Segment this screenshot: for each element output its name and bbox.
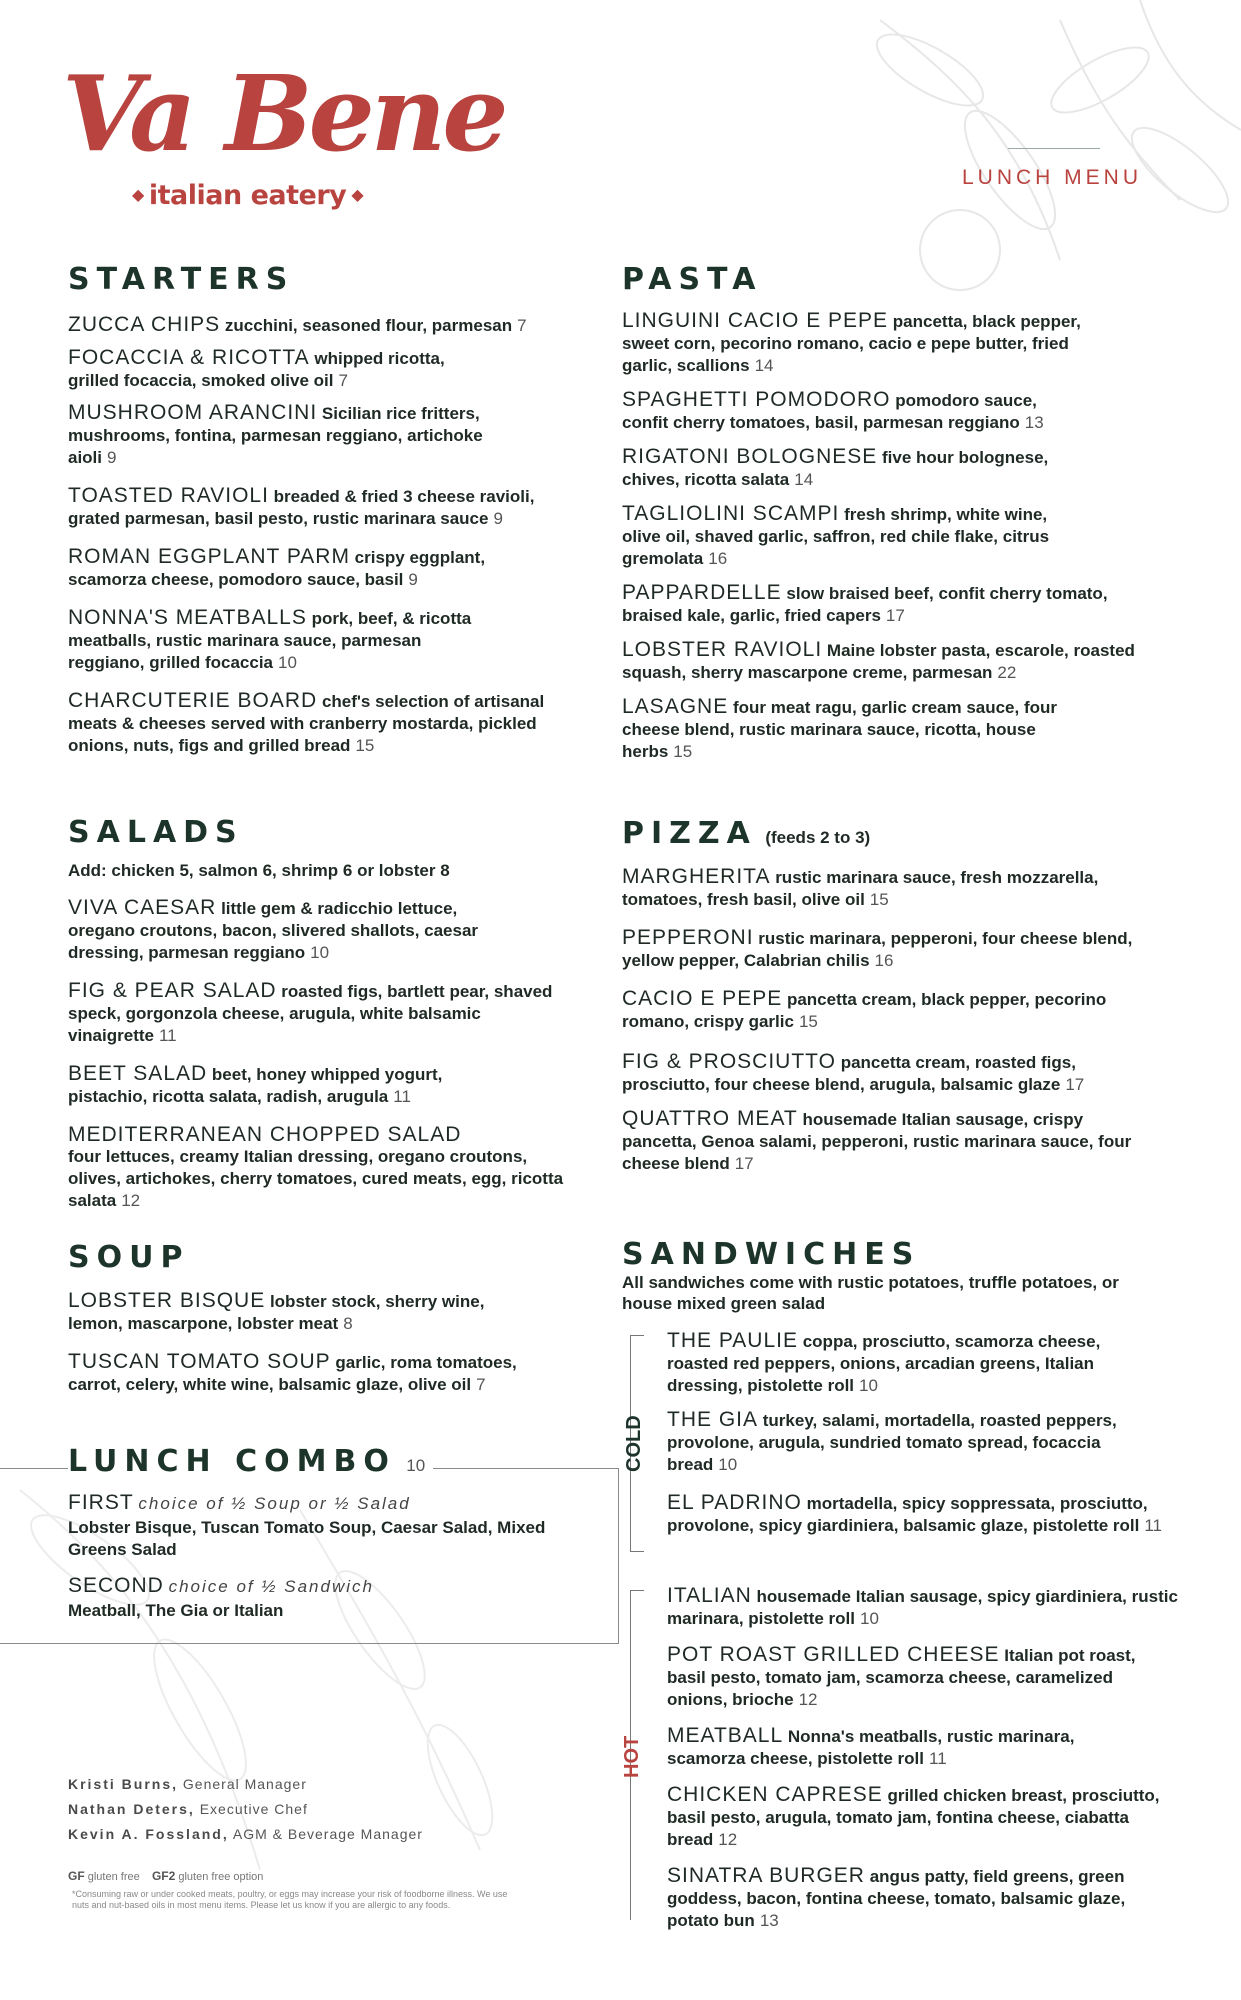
logo <box>62 52 505 222</box>
menu-item: MEDITERRANEAN CHOPPED SALAD four lettuces, creamy Italian dressing, oregano croutons, olives, artichokes, cherry tomatoes, cured meats, egg, ricotta salata 12 <box>68 1123 564 1210</box>
pasta-list <box>622 310 1182 763</box>
bracket-tick <box>630 1590 644 1591</box>
section-title-pizza: PIZZA <box>622 816 757 851</box>
menu-item: BEET SALAD beet, honey whipped yogurt, pistachio, ricotta salata, radish, arugula 11 <box>68 1062 443 1106</box>
menu-item: SPAGHETTI POMODORO pomodoro sauce, confit cherry tomatoes, basil, parmesan reggiano 13 <box>622 388 1044 432</box>
menu-item: PEPPERONI rustic marinara, pepperoni, four cheese blend, yellow pepper, Calabrian chilis 16 <box>622 926 1133 970</box>
menu-item: LOBSTER BISQUE lobster stock, sherry wine, lemon, mascarpone, lobster meat 8 <box>68 1289 485 1333</box>
menu-item: RIGATONI BOLOGNESE five hour bolognese, chives, ricotta salata 14 <box>622 445 1049 489</box>
menu-item: POT ROAST GRILLED CHEESE Italian pot roast, basil pesto, tomato jam, scamorza cheese, caramelized onions, brioche 12 <box>667 1643 1136 1709</box>
menu-item: THE GIA turkey, salami, mortadella, roasted peppers, provolone, arugula, sundried tomato spread, focaccia bread 10 <box>667 1408 1117 1474</box>
menu-item: MARGHERITA rustic marinara sauce, fresh mozzarella, tomatoes, fresh basil, olive oil 15 <box>622 865 1099 909</box>
staff-member: Kristi Burns, General Manager <box>68 1776 307 1792</box>
allergy-disclaimer: *Consuming raw or under cooked meats, poultry, or eggs may increase your risk of foodborne illness. We use nuts and nut-based oils in most menu items. Please let us know if you are allergic to any foods. <box>72 1889 508 1910</box>
menu-label: LUNCH MENU <box>962 166 1143 189</box>
bracket-tick <box>630 1551 644 1552</box>
menu-item: CACIO E PEPE pancetta cream, black pepper, pecorino romano, crispy garlic 15 <box>622 987 1107 1031</box>
menu-item: FIG & PROSCIUTTO pancetta cream, roasted figs, prosciutto, four cheese blend, arugula, balsamic glaze 17 <box>622 1050 1085 1094</box>
menu-item: LASAGNE four meat ragu, garlic cream sauce, four cheese blend, rustic marinara sauce, ricotta, house herbs 15 <box>622 695 1058 761</box>
hot-label: HOT <box>621 1735 643 1778</box>
menu-item: VIVA CAESAR little gem & radicchio lettuce, oregano croutons, bacon, slivered shallots, caesar dressing, parmesan reggiano 10 <box>68 896 479 962</box>
dietary-legend: GF gluten free GF2 gluten free option <box>68 1869 264 1883</box>
pizza-list <box>622 866 1182 1175</box>
menu-item: MUSHROOM ARANCINI Sicilian rice fritters, mushrooms, fontina, parmesan reggiano, artichoke aioli 9 <box>68 401 483 467</box>
menu-item: NONNA'S MEATBALLS pork, beef, & ricotta meatballs, rustic marinara sauce, parmesan reggiano, grilled focaccia 10 <box>68 606 472 672</box>
section-title-soup: SOUP <box>68 1240 190 1275</box>
section-title-starters: STARTERS <box>68 262 295 297</box>
menu-item: LOBSTER RAVIOLI Maine lobster pasta, escarole, roasted squash, sherry mascarpone creme, parmesan 22 <box>622 638 1135 682</box>
salads-list <box>68 897 573 1212</box>
menu-item: LINGUINI CACIO E PEPE pancetta, black pepper, sweet corn, pecorino romano, cacio e pepe butter, fried garlic, scallions 14 <box>622 309 1081 375</box>
combo-price: 10 <box>406 1456 426 1475</box>
cold-sandwich-list <box>667 1330 1197 1537</box>
section-title-sandwiches: SANDWICHES <box>622 1237 921 1272</box>
staff-list <box>68 1772 423 1847</box>
combo-second: SECOND choice of ½ Sandwich Meatball, The Gia or Italian <box>68 1574 374 1620</box>
pizza-serving-note: (feeds 2 to 3) <box>765 828 871 847</box>
section-title-pasta: PASTA <box>622 262 763 297</box>
menu-item: CHICKEN CAPRESE grilled chicken breast, prosciutto, basil pesto, arugula, tomato jam, fontina cheese, ciabatta bread 12 <box>667 1783 1160 1849</box>
combo-first: FIRST choice of ½ Soup or ½ Salad Lobster Bisque, Tuscan Tomato Soup, Caesar Salad, Mixed Greens Salad <box>68 1491 546 1559</box>
menu-item: MEATBALL Nonna's meatballs, rustic marinara, scamorza cheese, pistolette roll 11 <box>667 1724 1075 1768</box>
menu-item: QUATTRO MEAT housemade Italian sausage, crispy pancetta, Genoa salami, pepperoni, rustic marinara sauce, four cheese blend 17 <box>622 1107 1132 1173</box>
cold-label: COLD <box>623 1415 645 1472</box>
logo-wordmark: Va Bene <box>62 52 505 175</box>
lunch-combo-title: LUNCH COMBO 10 <box>68 1444 433 1479</box>
staff-member: Kevin A. Fossland, AGM & Beverage Manager <box>68 1826 423 1842</box>
menu-item: TAGLIOLINI SCAMPI fresh shrimp, white wine, olive oil, shaved garlic, saffron, red chile flake, citrus gremolata 16 <box>622 502 1050 568</box>
section-title-salads: SALADS <box>68 815 244 850</box>
menu-item: ITALIAN housemade Italian sausage, spicy giardiniera, rustic marinara, pistolette roll 10 <box>667 1584 1178 1628</box>
soup-list <box>68 1290 573 1396</box>
menu-item: THE PAULIE coppa, prosciutto, scamorza cheese, roasted red peppers, onions, arcadian greens, Italian dressing, pistolette roll 10 <box>667 1329 1101 1395</box>
divider <box>1008 148 1100 149</box>
staff-member: Nathan Deters, Executive Chef <box>68 1801 308 1817</box>
menu-item: FIG & PEAR SALAD roasted figs, bartlett pear, shaved speck, gorgonzola cheese, arugula, white balsamic vinaigrette 11 <box>68 979 553 1045</box>
menu-item: ROMAN EGGPLANT PARM crispy eggplant, scamorza cheese, pomodoro sauce, basil 9 <box>68 545 486 589</box>
starters-list <box>68 314 573 757</box>
menu-item: TOASTED RAVIOLI breaded & fried 3 cheese ravioli, grated parmesan, basil pesto, rustic marinara sauce 9 <box>68 484 535 528</box>
hot-sandwich-list <box>667 1585 1197 1932</box>
menu-item: SINATRA BURGER angus patty, field greens, green goddess, bacon, fontina cheese, tomato, balsamic glaze, potato bun 13 <box>667 1864 1126 1930</box>
menu-item: TUSCAN TOMATO SOUP garlic, roma tomatoes, carrot, celery, white wine, balsamic glaze, olive oil 7 <box>68 1350 517 1394</box>
menu-item: ZUCCA CHIPS zucchini, seasoned flour, parmesan 7 <box>68 313 527 336</box>
menu-item: FOCACCIA & RICOTTA whipped ricotta, grilled focaccia, smoked olive oil 7 <box>68 346 445 390</box>
bracket-tick <box>630 1335 644 1336</box>
sandwiches-note: All sandwiches come with rustic potatoes, truffle potatoes, or house mixed green salad <box>622 1273 1119 1313</box>
menu-item: CHARCUTERIE BOARD chef's selection of artisanal meats & cheeses served with cranberry mostarda, pickled onions, nuts, figs and grilled bread 15 <box>68 689 545 755</box>
logo-subtitle: ◆ italian eatery ◆ <box>132 180 364 211</box>
salads-addons-note: Add: chicken 5, salmon 6, shrimp 6 or lobster 8 <box>68 861 450 880</box>
menu-item: EL PADRINO mortadella, spicy soppressata, prosciutto, provolone, spicy giardiniera, balsamic glaze, pistolette roll 11 <box>667 1491 1163 1535</box>
menu-item: PAPPARDELLE slow braised beef, confit cherry tomato, braised kale, garlic, fried capers 17 <box>622 581 1108 625</box>
pizza-heading <box>622 816 870 851</box>
